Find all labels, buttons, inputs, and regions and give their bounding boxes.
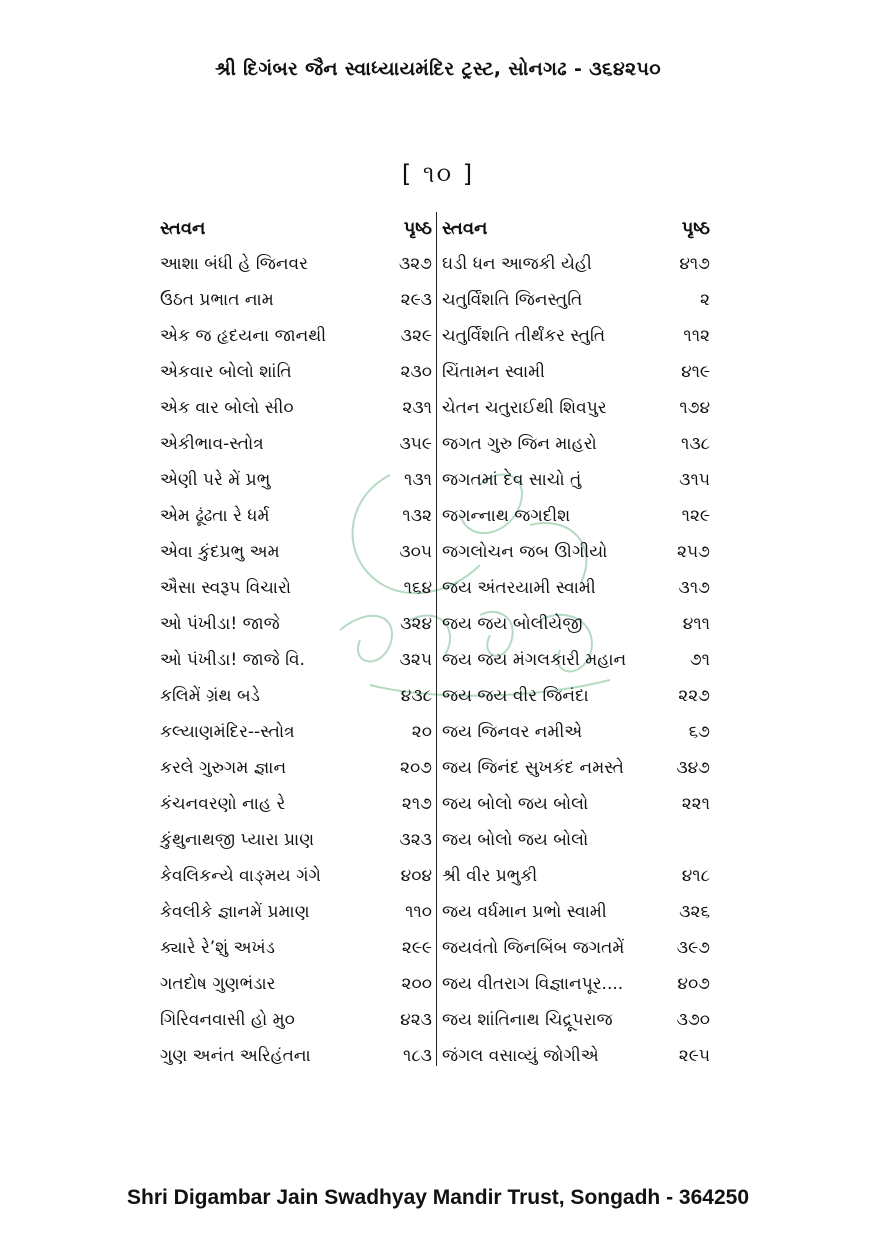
entry-title: કરલે ગુરુગમ જ્ઞાન — [160, 758, 287, 778]
entry-title: આશા બંધી હે જિનવર — [160, 254, 308, 274]
entry-title: કેવલિકન્યે વાઙ્મય ગંગે — [160, 866, 321, 886]
entry-page: ૨૫૭ — [677, 542, 710, 562]
toc-entry — [160, 534, 436, 570]
toc-entry — [440, 714, 712, 750]
toc-entry — [440, 678, 712, 714]
entry-page: ૨૧૭ — [401, 794, 432, 814]
entry-page: ૨૨૧ — [681, 794, 710, 814]
toc-entry — [440, 858, 712, 894]
entry-page: ૨૦ — [411, 722, 432, 742]
toc-entry — [440, 282, 712, 318]
entry-title: ગુણ અનંત અરિહંતના — [160, 1046, 311, 1066]
entry-title: ઐસા સ્વરૂપ વિચારો — [160, 578, 291, 598]
entry-title: ગિરિવનવાસી હો મુ૦ — [160, 1010, 295, 1030]
toc-entry — [440, 1002, 712, 1038]
entry-page: ૪૧૮ — [681, 866, 710, 886]
toc-entry — [440, 426, 712, 462]
toc-entry — [160, 570, 436, 606]
entry-title: જય શાંતિનાથ ચિદ્રૂપરાજ — [442, 1010, 613, 1030]
toc-entry — [440, 498, 712, 534]
toc-entry — [160, 1038, 436, 1074]
toc-entry — [160, 426, 436, 462]
entry-page: ૪૨૩ — [400, 1010, 432, 1030]
entry-title: જગત ગુરુ જિન માહરો — [442, 434, 597, 454]
toc-entry — [440, 786, 712, 822]
toc-entry — [160, 930, 436, 966]
entry-page: ૨૩૦ — [400, 362, 432, 382]
entry-page: ૩૫૯ — [399, 434, 432, 454]
entry-page: ૩૦૫ — [399, 542, 432, 562]
entry-title: જય જય મંગલકારી મહાન — [442, 650, 627, 670]
toc-entry — [160, 966, 436, 1002]
entry-page: ૧૧૨ — [683, 326, 710, 346]
page-number: [ ૧૦ ] — [401, 160, 475, 188]
entry-title: કુંથુનાથજી પ્યારા પ્રાણ — [160, 830, 315, 850]
entry-title: એકવાર બોલો શાંતિ — [160, 362, 292, 382]
right-column-header — [440, 212, 712, 246]
entry-page: ૨૯૫ — [678, 1046, 710, 1066]
toc-entry — [160, 642, 436, 678]
entry-title: જગન્નાથ જગદીશ — [442, 506, 571, 526]
entry-title: ચતુર્વિંશતિ જિનસ્તુતિ — [442, 290, 583, 310]
entry-page: ૩૪૭ — [676, 758, 710, 778]
toc-entry — [440, 894, 712, 930]
entry-page: ૧૧૦ — [405, 902, 432, 922]
entry-page: ૩૯૭ — [676, 938, 710, 958]
entry-title: ઉઠત પ્રભાત નામ — [160, 290, 274, 310]
entry-page: ૩૧૫ — [679, 470, 710, 490]
entry-title: જગતમાં દેવ સાચો તું — [442, 470, 582, 490]
entry-page: ૭૧ — [689, 650, 710, 670]
entry-page: ૨૦૦ — [401, 974, 432, 994]
entry-page: ૩૧૭ — [678, 578, 710, 598]
column-page-heading: પૃષ્ઠ — [681, 218, 710, 239]
entry-title: જય વીતરાગ વિજ્ઞાનપૂર.... — [442, 974, 624, 994]
entry-title: જય બોલો જય બોલો — [442, 830, 589, 850]
entry-page: ૨૨૭ — [678, 686, 710, 706]
entry-title: ચતુર્વિંશતિ તીર્થંકર સ્તુતિ — [442, 326, 606, 346]
entry-page: ૨૯૩ — [400, 290, 432, 310]
entry-page: ૪૧૭ — [679, 254, 710, 274]
toc-entry — [160, 390, 436, 426]
entry-page: ૩૭૦ — [676, 1010, 710, 1030]
entry-page: ૩૨૯ — [400, 326, 432, 346]
entry-page: ૩૨૫ — [399, 650, 432, 670]
entry-page: ૩૨૬ — [679, 902, 710, 922]
entry-title: એવા કુંદપ્રભુ અમ — [160, 542, 280, 562]
entry-title: કંચનવરણો નાહ રે — [160, 794, 286, 814]
table-of-contents — [160, 212, 712, 1068]
entry-title: ઓ પંખીડા! જાજે વિ. — [160, 650, 305, 670]
entry-title: જંગલ વસાવ્યું જોગીએ — [442, 1046, 599, 1066]
entry-page: ૪૦૪ — [400, 866, 432, 886]
entry-title: ઓ પંખીડા! જાજે — [160, 614, 280, 634]
entry-title: જયવંતો જિનબિંબ જગતમેં — [442, 938, 625, 958]
entry-page: ૨૩૧ — [402, 398, 432, 418]
toc-entry — [440, 246, 712, 282]
entry-title: કલ્યાણમંદિર--સ્તોત્ર — [160, 722, 295, 742]
toc-entry — [440, 750, 712, 786]
page-footer: Shri Digambar Jain Swadhyay Mandir Trust, Songadh - 364250 — [126, 1186, 749, 1209]
entry-page: ૧૨૯ — [681, 506, 710, 526]
entry-page: ૪૩૮ — [400, 686, 432, 706]
entry-page: ૧૬૪ — [403, 578, 432, 598]
toc-entry — [440, 642, 712, 678]
entry-page: ૩૨૩ — [399, 830, 432, 850]
entry-title: એક વાર બોલો સી૦ — [160, 398, 294, 418]
entry-title: ચિંતામન સ્વામી — [442, 362, 545, 382]
column-page-heading: પૃષ્ઠ — [403, 218, 432, 239]
right-column — [440, 212, 712, 1074]
entry-page: ૨ — [700, 290, 710, 310]
toc-entry — [160, 858, 436, 894]
entry-title: ગતદોષ ગુણભંડાર — [160, 974, 276, 994]
entry-title: ચેતન ચતુરાઈથી શિવપુર — [442, 398, 607, 418]
toc-entry — [440, 570, 712, 606]
toc-entry — [160, 678, 436, 714]
toc-entry — [440, 822, 712, 858]
entry-title: ઘડી ધન આજકી યેહી — [442, 254, 592, 274]
entry-page: ૪૧૧ — [682, 614, 710, 634]
column-divider — [436, 212, 437, 1066]
entry-page: ૩૨૭ — [398, 254, 432, 274]
toc-entry — [160, 498, 436, 534]
toc-entry — [160, 462, 436, 498]
entry-title: જય જિનંદ સુખકંદ નમસ્તે — [442, 758, 624, 778]
column-title-heading: સ્તવન — [160, 218, 206, 239]
entry-title: એમ ઢૂંઢતા રે ધર્મ — [160, 506, 270, 526]
toc-entry — [440, 390, 712, 426]
entry-title: જય જય બોલીયેજી — [442, 614, 583, 634]
toc-entry — [160, 282, 436, 318]
entry-title: જય જય વીર જિનંદા — [442, 686, 589, 706]
entry-page: ૧૭૪ — [679, 398, 710, 418]
entry-page: ૧૮૩ — [402, 1046, 432, 1066]
entry-title: જય અંતરયામી સ્વામી — [442, 578, 596, 598]
entry-page: ૧૩૨ — [402, 506, 432, 526]
entry-page: ૪૦૭ — [677, 974, 710, 994]
entry-page: ૧૩૧ — [404, 470, 432, 490]
entry-title: જય વર્ધમાન પ્રભો સ્વામી — [442, 902, 607, 922]
left-column — [160, 212, 436, 1074]
entry-page: ૬૭ — [688, 722, 710, 742]
toc-entry — [160, 246, 436, 282]
entry-title: જય જિનવર નમીએ — [442, 722, 583, 742]
toc-entry — [160, 714, 436, 750]
toc-entry — [160, 750, 436, 786]
entry-title: એક જ હૃદયના જાનથી — [160, 326, 327, 346]
toc-entry — [440, 930, 712, 966]
toc-entry — [160, 786, 436, 822]
toc-entry — [160, 1002, 436, 1038]
entry-title: એકીભાવ-સ્તોત્ર — [160, 434, 264, 454]
entry-page: ૧૩૮ — [680, 434, 710, 454]
toc-entry — [440, 354, 712, 390]
toc-entry — [440, 966, 712, 1002]
toc-entry — [160, 894, 436, 930]
column-title-heading: સ્તવન — [442, 218, 488, 239]
toc-entry — [440, 534, 712, 570]
entry-title: એણી પરે મેં પ્રભુ — [160, 470, 271, 490]
toc-entry — [440, 606, 712, 642]
toc-entry — [160, 606, 436, 642]
entry-title: કલિમેં ગ્રંથ બડે — [160, 686, 260, 706]
entry-title: કેવલીકે જ્ઞાનમેં પ્રમાણ — [160, 902, 310, 922]
entry-title: ક્યારે રે’શું અખંડ — [160, 938, 275, 958]
toc-entry — [160, 318, 436, 354]
left-column-header — [160, 212, 436, 246]
entry-page: ૪૧૯ — [681, 362, 710, 382]
toc-entry — [440, 462, 712, 498]
toc-entry — [160, 354, 436, 390]
toc-entry — [440, 1038, 712, 1074]
toc-entry — [440, 318, 712, 354]
entry-title: શ્રી વીર પ્રભુકી — [442, 866, 538, 886]
entry-page: ૨૦૭ — [399, 758, 432, 778]
entry-page: ૨૯૯ — [401, 938, 432, 958]
page-header: શ્રી દિગંબર જૈન સ્વાધ્યાયમંદિર ટ્રસ્ટ, સોનગઢ - ૩૬૪૨૫૦ — [214, 58, 662, 80]
toc-entry — [160, 822, 436, 858]
entry-page: ૩૨૪ — [400, 614, 432, 634]
entry-title: જય બોલો જય બોલો — [442, 794, 589, 814]
entry-title: જગલોચન જબ ઊગીયો — [442, 542, 608, 562]
